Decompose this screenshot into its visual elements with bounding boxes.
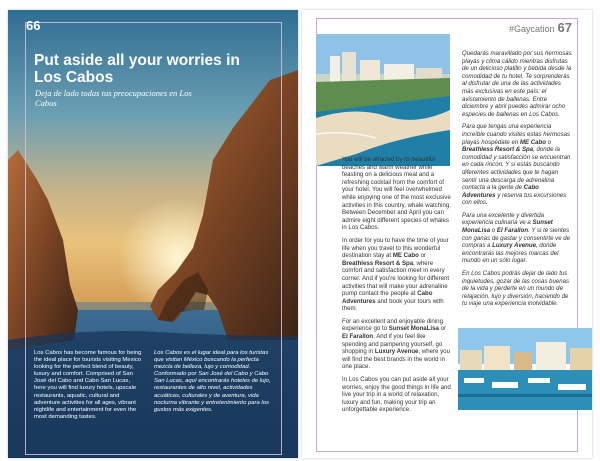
right-page (302, 10, 592, 458)
hotel-name: Breathless Resort & Spa (462, 146, 534, 154)
paragraph: Quedarás maravillado por sus hermosas playas y clima cálido mientras disfrutas de un delicioso platillo y bebida desde la comodidad de tu hotel. Te sorprenderás al disfrutar de una de las actividades más exclusivas en este país: el avistamiento de ballenas. Entre diciembre y abril puedes admirar ocho especies de ballenas en Los Cabos. (462, 50, 572, 118)
hotel-name: ME Cabo (519, 138, 547, 146)
paragraph: Para una excelente y divertida experiencia culinaria ve a Sunset MonaLisa o El Farallon. Y si te sientes con ganas de gastar y consentirte ve de compras a Luxury Avenue, donde encontrarás las mejores marcas del mundo en un sólo lugar. (462, 211, 571, 265)
beach-hotel-photo (316, 34, 450, 166)
restaurant-name: El Farallon (342, 333, 374, 341)
tour-company-name: Cabo Adventures (462, 184, 539, 199)
intro-english: Los Cabos has become famous for being the ideal place for tourists visiting Mexico looking for the perfect blend of beauty, luxury and comfort. Comprised of San José del Cabo and Cabo San Lucas, here you will find luxury hotels, upscale restaurants, aquatic, cultural and adventure activities for all ages, vibrant nightlife and entertainment for even the most demanding tastes. (34, 350, 142, 420)
article-spanish (462, 50, 572, 313)
hashtag: #Gaycation (509, 24, 555, 34)
paragraph: For an excellent and enjoyable dining experience go to Sunset MonaLisa or El Farallon. And if you feel like spending and pampering yourself, go shopping in Luxury Avenue, where you will find the best brands in the world in one place. (342, 317, 450, 371)
hotel-name: ME Cabo (392, 252, 419, 260)
page-title: Put aside all your worries in Los Cabos (34, 52, 240, 86)
page-number: 66 (26, 18, 41, 33)
hotel-name: Breathless Resort & Spa (342, 259, 414, 267)
marina-photo (458, 328, 592, 410)
article-english (342, 156, 452, 419)
paragraph: In Los Cabos you can put aside all your worries, enjoy the good things in life and live your trip in a world of relaxation, luxury and fun, making your trip an unforgettable experience. (342, 376, 451, 414)
paragraph: En Los Cabos podrás dejar de lado tus inquietudes, gozar de las cosas buenas de la vida y perderte en un mundo de relajación, lujo y diversión, haciendo de tu viaje una experiencia inolvidable. (462, 270, 570, 308)
intro-spanish: Los Cabos es el lugar ideal para los turistas que visitan México buscando la perfecta mezcla de belleza, lujo y comodidad. Conformado por San José del Cabo y Cabo San Lucas, aquí encontrarás hoteles de lujo, restaurantes de alto nivel, actividades acuáticas, culturales y de aventura, vida nocturna vibrante y entretenimiento para los gustos más exigentes. (154, 350, 271, 413)
tour-company-name: Cabo Adventures (342, 290, 433, 305)
paragraph: In order for you to have the time of your life when you travel to this wonderful destination stay at ME Cabo or Breathless Resort & Spa, where comfort and satisfaction meet in every corner. And if you're looking for different activities that will make your adrenaline pump contact the people at Cabo Adventures and book your tours with them. (342, 236, 450, 313)
shopping-name: Luxury Avenue (492, 242, 536, 250)
restaurant-name: Sunset MonaLisa (462, 219, 553, 235)
paragraph: Para que tengas una experiencia increíble cuando visites estas hermosas playas hospédate en ME Cabo o Breathless Resort & Spa, donde la comodidad y satisfacción se encuentran en cada rincón. Y si estás buscando diferentes actividades que te hagan sentir una descarga de adrenalina contacta a la gente de Cabo Adventures y reserva tus excursiones con ellos. (462, 123, 571, 207)
page-header (509, 20, 572, 35)
restaurant-name: El Farallon (496, 227, 529, 235)
shopping-name: Luxury Avenue (374, 348, 419, 356)
left-page (8, 10, 298, 458)
page-subtitle: Deja de lado todas tus preocupaciones en Los Cabos (35, 88, 192, 108)
paragraph: You will be amazed by its beautiful beaches and warm weather while feasting on a delicious meal and a refreshing cocktail from the comfort of your hotel. You will feel overwhelmed while enjoying one of the most exclusive activities in this country, whale watching. Between December and April you can admire eight different species of whales in Los Cabos. (342, 156, 451, 232)
restaurant-name: Sunset MonaLisa (388, 325, 439, 333)
page-number: 67 (557, 20, 572, 35)
